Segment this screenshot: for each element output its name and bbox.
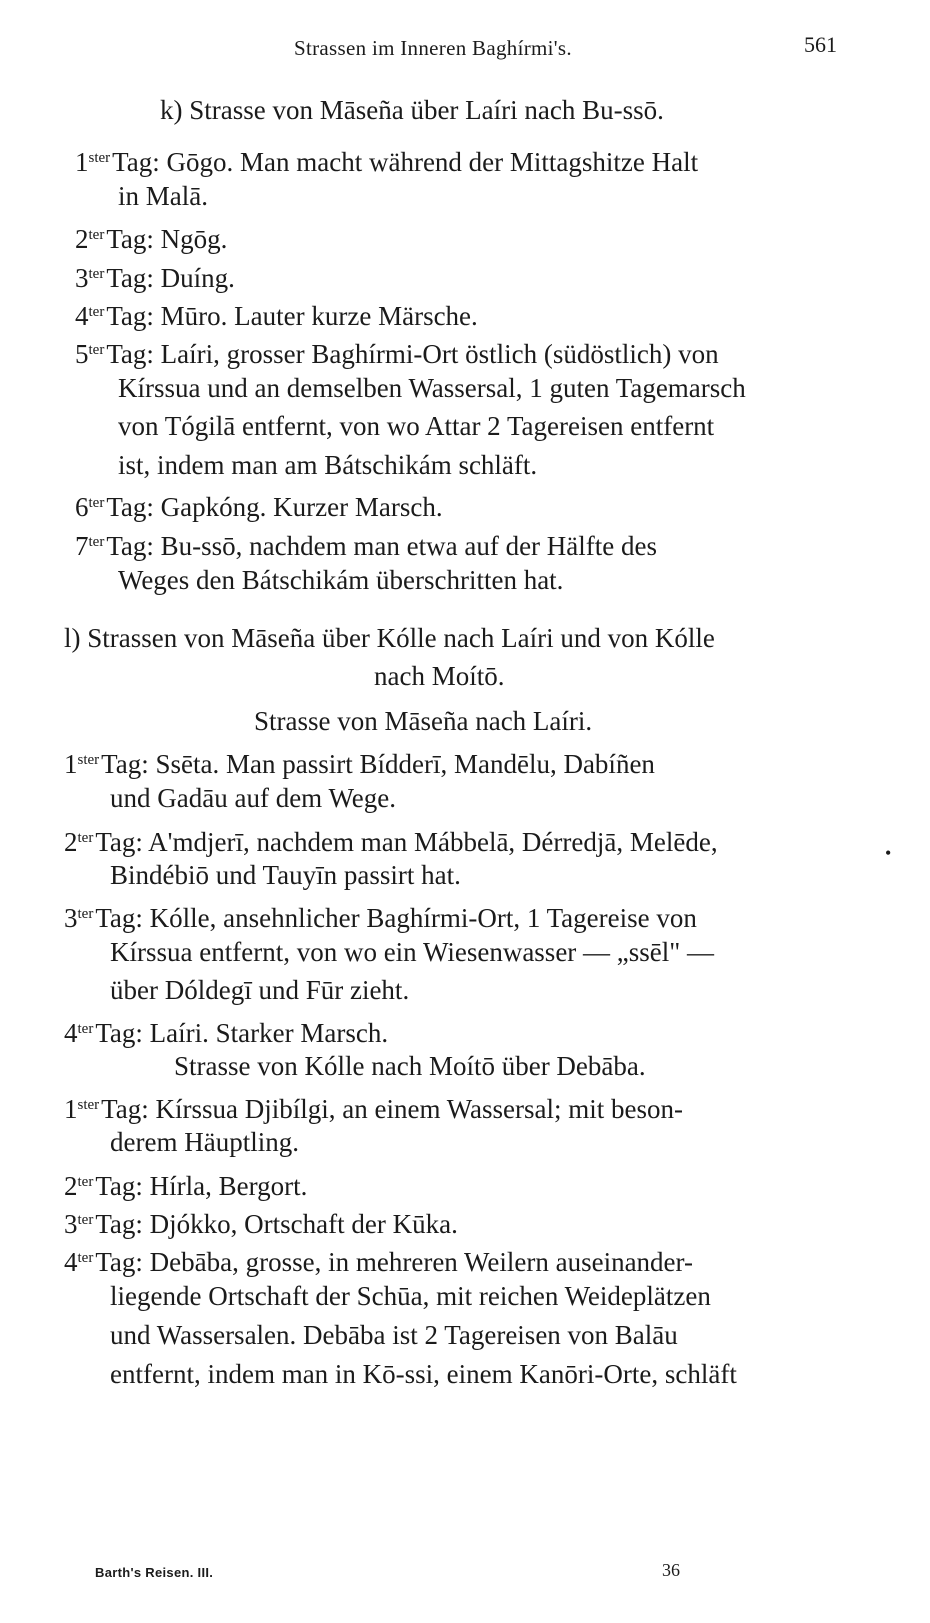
line-text: derem Häuptling. <box>110 1127 299 1157</box>
day-number: 4 <box>75 301 89 331</box>
day-number: 3 <box>64 903 78 933</box>
ordinal-suffix: ter <box>77 1174 94 1190</box>
ordinal-suffix: ster <box>77 752 100 768</box>
line-text: Tag: Bu-ssō, nachdem man etwa auf der Hälfte des <box>106 531 657 561</box>
line-text: Tag: Gapkóng. Kurzer Marsch. <box>106 492 443 522</box>
day-number: 3 <box>75 263 89 293</box>
line-text: Tag: Duíng. <box>106 263 235 293</box>
line-text: liegende Ortschaft der Schūa, mit reichen Weideplätzen <box>110 1281 711 1311</box>
text-line <box>110 1126 299 1158</box>
day-number: 4 <box>64 1247 78 1277</box>
line-text: Tag: Laíri. Starker Marsch. <box>95 1018 389 1048</box>
ordinal-suffix: ter <box>77 906 94 922</box>
line-text: Bindébiō und Tauyīn passirt hat. <box>110 860 461 890</box>
line-text: Kírssua entfernt, von wo ein Wiesenwasser — „ssēl" — <box>110 937 715 967</box>
line-text: von Tógilā entfernt, von wo Attar 2 Tagereisen entfernt <box>118 411 715 441</box>
text-line <box>374 660 504 692</box>
line-text: Tag: Debāba, grosse, in mehreren Weilern auseinander- <box>95 1247 693 1277</box>
text-line <box>118 449 537 481</box>
day-number: 2 <box>64 827 78 857</box>
line-text: Tag: A'mdjerī, nachdem man Mábbelā, Dérredjā, Melēde, <box>95 827 718 857</box>
text-line <box>75 334 719 370</box>
page-number: 561 <box>804 32 837 57</box>
text-line <box>64 1013 388 1049</box>
text-line <box>174 1050 646 1082</box>
text-line <box>64 744 655 780</box>
text-line <box>75 142 698 178</box>
ordinal-suffix: ter <box>77 1250 94 1266</box>
text-line <box>118 564 563 596</box>
line-text: Tag: Kólle, ansehnlicher Baghírmi-Ort, 1 Tagereise von <box>95 903 697 933</box>
day-number: 6 <box>75 492 89 522</box>
line-text: Tag: Djókko, Ortschaft der Kūka. <box>95 1209 458 1239</box>
line-text: und Gadāu auf dem Wege. <box>110 783 396 813</box>
text-line <box>110 1280 711 1312</box>
text-line <box>254 705 592 737</box>
text-line <box>110 1358 737 1390</box>
day-number: 7 <box>75 531 89 561</box>
line-text: k) Strasse von Māseña über Laíri nach Bu-ssō. <box>160 95 664 125</box>
line-text: Strasse von Māseña nach Laíri. <box>254 706 593 736</box>
text-line <box>64 1204 458 1240</box>
text-line <box>110 974 409 1006</box>
text-line <box>75 296 478 332</box>
text-line <box>118 410 714 442</box>
line-text: Tag: Hírla, Bergort. <box>95 1171 308 1201</box>
ordinal-suffix: ter <box>88 495 105 511</box>
text-line <box>75 258 235 294</box>
footer-signature: Barth's Reisen. III. <box>95 1565 214 1580</box>
text-line <box>75 526 657 562</box>
line-text: Tag: Ngōg. <box>106 224 228 254</box>
line-text: in Malā. <box>118 181 208 211</box>
line-text: l) Strassen von Māseña über Kólle nach Laíri und von Kólle <box>64 623 715 653</box>
footer-sheet-number: 36 <box>662 1560 680 1580</box>
text-line <box>64 822 718 858</box>
text-line <box>118 372 746 404</box>
running-head: Strassen im Inneren Baghírmi's. <box>294 36 572 60</box>
text-line <box>160 94 664 126</box>
ordinal-suffix: ter <box>88 266 105 282</box>
ordinal-suffix: ter <box>88 227 105 243</box>
text-line <box>110 859 461 891</box>
line-text: Kírssua und an demselben Wassersal, 1 guten Tagemarsch <box>118 373 746 403</box>
ordinal-suffix: ster <box>77 1097 100 1113</box>
margin-mark: • <box>885 843 892 863</box>
text-line <box>64 1166 307 1202</box>
line-text: Tag: Ssēta. Man passirt Bídderī, Mandēlu, Dabíñen <box>101 749 655 779</box>
day-number: 2 <box>64 1171 78 1201</box>
text-line <box>64 622 715 654</box>
line-text: Tag: Kírssua Djibílgi, an einem Wassersal; mit beson- <box>101 1094 684 1124</box>
day-number: 3 <box>64 1209 78 1239</box>
day-number: 5 <box>75 339 89 369</box>
text-line <box>110 936 714 968</box>
ordinal-suffix: ter <box>77 1021 94 1037</box>
ordinal-suffix: ter <box>88 342 105 358</box>
line-text: Strasse von Kólle nach Moítō über Debāba. <box>174 1051 646 1081</box>
day-number: 1 <box>75 147 89 177</box>
line-text: Tag: Mūro. Lauter kurze Märsche. <box>106 301 478 331</box>
line-text: und Wassersalen. Debāba ist 2 Tagereisen von Balāu <box>110 1320 678 1350</box>
day-number: 1 <box>64 749 78 779</box>
ordinal-suffix: ter <box>77 1212 94 1228</box>
line-text: Tag: Gōgo. Man macht während der Mittagshitze Halt <box>112 147 699 177</box>
text-line <box>75 487 443 523</box>
line-text: nach Moítō. <box>374 661 505 691</box>
text-line <box>118 180 208 212</box>
ordinal-suffix: ter <box>88 534 105 550</box>
day-number: 1 <box>64 1094 78 1124</box>
ordinal-suffix: ter <box>88 304 105 320</box>
day-number: 2 <box>75 224 89 254</box>
text-line <box>64 898 697 934</box>
text-line <box>64 1242 693 1278</box>
line-text: über Dóldegī und Fūr zieht. <box>110 975 410 1005</box>
line-text: ist, indem man am Bátschikám schläft. <box>118 450 538 480</box>
text-line <box>110 782 396 814</box>
day-number: 4 <box>64 1018 78 1048</box>
line-text: entfernt, indem man in Kō-ssi, einem Kanōri-Orte, schläft <box>110 1359 737 1389</box>
line-text: Weges den Bátschikám überschritten hat. <box>118 565 564 595</box>
text-line <box>64 1089 683 1125</box>
text-line <box>75 219 227 255</box>
line-text: Tag: Laíri, grosser Baghírmi-Ort östlich (südöstlich) von <box>106 339 719 369</box>
text-line <box>110 1319 678 1351</box>
ordinal-suffix: ter <box>77 830 94 846</box>
ordinal-suffix: ster <box>88 150 111 166</box>
